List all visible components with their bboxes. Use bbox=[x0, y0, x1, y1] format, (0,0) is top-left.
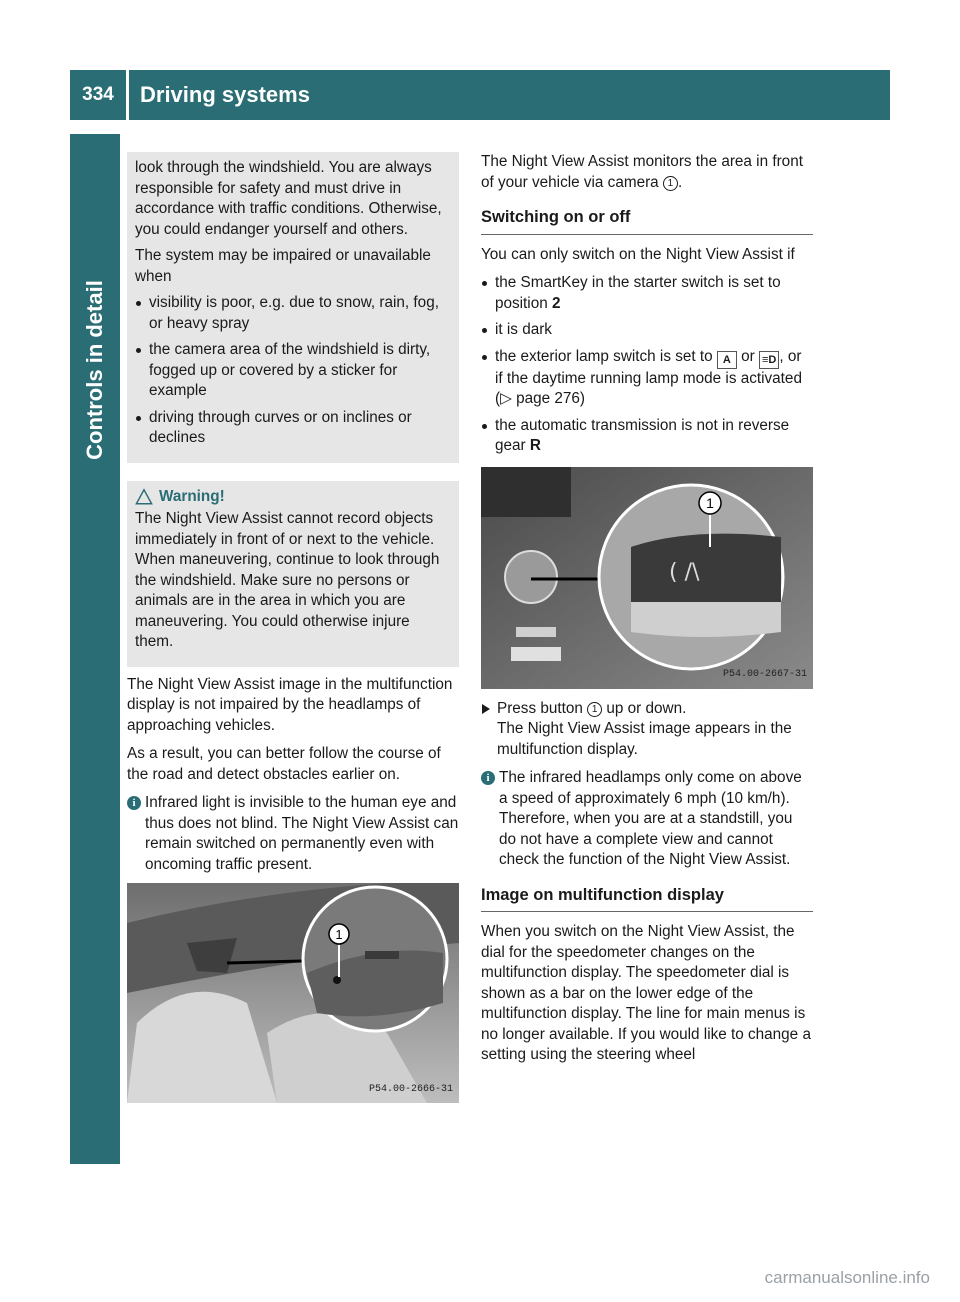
heading-image-display: Image on multifunction display bbox=[481, 885, 813, 913]
camera-figure bbox=[127, 883, 459, 1103]
action-step bbox=[481, 699, 813, 761]
gear-value: R bbox=[529, 437, 541, 454]
intro-end: . bbox=[677, 173, 683, 191]
left-column bbox=[127, 152, 459, 1103]
header-divider bbox=[126, 70, 129, 120]
action-text: Press button bbox=[497, 699, 588, 717]
page-number: 334 bbox=[82, 84, 114, 105]
right-column bbox=[481, 152, 813, 1074]
info-note bbox=[127, 793, 459, 875]
conditions-list bbox=[481, 273, 813, 457]
impairment-intro: The system may be impaired or unavailable when bbox=[135, 247, 431, 285]
list-item-text: the exterior lamp switch is set to bbox=[495, 347, 717, 365]
list-item: driving through curves or on inclines or declines bbox=[135, 408, 451, 449]
button-illustration bbox=[481, 467, 813, 689]
warning-title bbox=[135, 487, 451, 508]
intro-text: The Night View Assist monitors the area in front of your vehicle via camera bbox=[481, 153, 803, 191]
button-figure bbox=[481, 467, 813, 689]
impairment-list bbox=[135, 293, 451, 449]
info-note-text: Infrared light is invisible to the human eye and thus does not blind. The Night View Assist can remain switched on permanently even with oncoming traffic present. bbox=[145, 794, 459, 873]
paragraph-result: As a result, you can better follow the course of the road and detect obstacles earlier on. bbox=[127, 745, 441, 783]
list-item bbox=[481, 347, 813, 410]
list-item: it is dark bbox=[481, 320, 813, 341]
safety-note-text: look through the windshield. You are always responsible for safety and must drive in accordance with traffic conditions. Otherwise, you could endanger yourself and others. bbox=[135, 159, 442, 238]
warning-title-text: Warning! bbox=[159, 487, 225, 505]
warning-text: The Night View Assist cannot record objects immediately in front of or next to the vehicle. When maneuvering, continue to look through the windshield. Make sure no persons or animals are in the area in which you are maneuvering. You could otherwise injure them. bbox=[135, 510, 440, 650]
action-result: The Night View Assist image appears in the multifunction display. bbox=[497, 720, 792, 758]
info-icon: i bbox=[127, 796, 141, 810]
info-note-text: The infrared headlamps only come on above a speed of approximately 6 mph (10 km/h). Therefore, when you are at a standstill, you do not have a complete view and cannot check the function of the Night View Assist. bbox=[499, 769, 802, 868]
list-item-text: or bbox=[736, 347, 759, 365]
callout-number: 1 bbox=[587, 702, 602, 717]
list-item: visibility is poor, e.g. due to snow, rain, fog, or heavy spray bbox=[135, 293, 451, 334]
list-item bbox=[481, 273, 813, 314]
camera-illustration bbox=[127, 883, 459, 1103]
switch-intro: You can only switch on the Night View Assist if bbox=[481, 245, 795, 263]
heading-switching: Switching on or off bbox=[481, 207, 813, 235]
list-item-text: the automatic transmission is not in reverse gear bbox=[495, 416, 790, 454]
info-note bbox=[481, 768, 813, 871]
paragraph-image: The Night View Assist image in the multifunction display is not impaired by the headlamps of approaching vehicles. bbox=[127, 675, 453, 734]
figure-code: P54.00-2666-31 bbox=[368, 1083, 453, 1095]
figure-callout: 1 bbox=[706, 494, 714, 511]
warning-box bbox=[127, 481, 459, 667]
list-item-text: , or if the daytime running lamp mode is activated (▷ page 276) bbox=[495, 347, 802, 407]
figure-callout: 1 bbox=[335, 927, 343, 942]
warning-triangle-icon bbox=[135, 488, 153, 506]
info-icon: i bbox=[481, 771, 495, 785]
low-beam-symbol-icon: ≡D bbox=[759, 351, 779, 369]
list-item: the camera area of the windshield is dirty, fogged up or covered by a sticker for example bbox=[135, 340, 451, 402]
action-arrow-icon bbox=[482, 704, 490, 714]
safety-note-box bbox=[127, 152, 459, 463]
side-tab-label: Controls in detail bbox=[82, 280, 107, 460]
figure-code: P54.00-2667-31 bbox=[722, 669, 807, 680]
final-paragraph: When you switch on the Night View Assist, the dial for the speedometer changes on the multifunction display. The speedometer dial is shown as a bar on the lower edge of the multifunction display. The line for main menus is no longer available. If you would like to change a setting using the steering wheel bbox=[481, 923, 811, 1063]
list-item-text: the SmartKey in the starter switch is set to position bbox=[495, 274, 781, 312]
list-item bbox=[481, 416, 813, 457]
svg-text:( /\: ( /\ bbox=[669, 559, 700, 585]
action-text: up or down. bbox=[602, 699, 687, 717]
auto-lamp-symbol-icon: A bbox=[717, 351, 737, 369]
intro-paragraph bbox=[481, 152, 813, 193]
callout-number: 1 bbox=[663, 176, 678, 191]
position-value: 2 bbox=[551, 294, 561, 312]
section-title: Driving systems bbox=[140, 82, 310, 107]
footer-watermark: carmanualsonline.info bbox=[764, 1268, 930, 1287]
